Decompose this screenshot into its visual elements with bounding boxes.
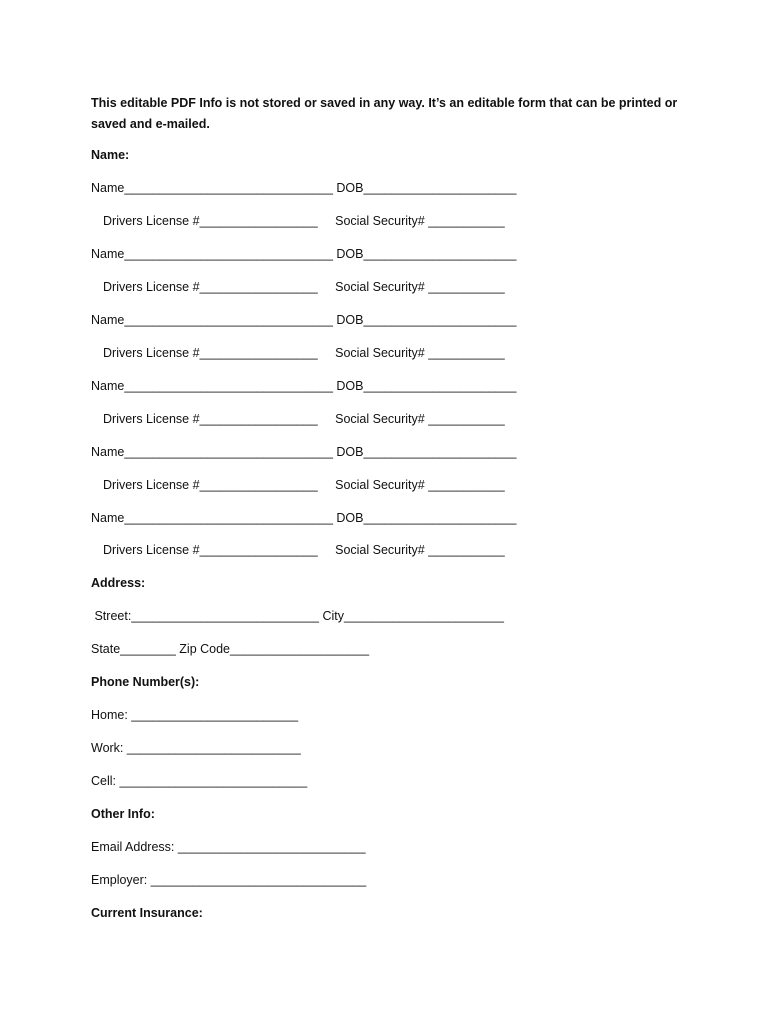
person-4-license-ssn-field[interactable]: Drivers License #_________________ Social Security# ___________ bbox=[103, 412, 505, 426]
state-zip-field[interactable]: State________ Zip Code____________________ bbox=[91, 642, 370, 656]
person-5-name-dob-field[interactable]: Name______________________________ DOB______________________ bbox=[91, 445, 517, 459]
address-section-heading: Address: bbox=[91, 576, 146, 590]
person-6-name-dob-field[interactable]: Name______________________________ DOB______________________ bbox=[91, 511, 517, 525]
person-1-name-dob-field[interactable]: Name______________________________ DOB______________________ bbox=[91, 181, 517, 195]
current-insurance-section-heading: Current Insurance: bbox=[91, 906, 203, 920]
person-3-license-ssn-field[interactable]: Drivers License #_________________ Social Security# ___________ bbox=[103, 346, 505, 360]
person-2-name-dob-field[interactable]: Name______________________________ DOB______________________ bbox=[91, 247, 517, 261]
cell-phone-field[interactable]: Cell: ___________________________ bbox=[91, 774, 308, 788]
other-info-section-heading: Other Info: bbox=[91, 807, 155, 821]
name-section-heading: Name: bbox=[91, 148, 130, 162]
intro-text: This editable PDF Info is not stored or saved in any way. It’s an editable form that can be printed or saved and e-mailed. bbox=[91, 96, 678, 131]
email-address-field[interactable]: Email Address: ___________________________ bbox=[91, 840, 366, 854]
home-phone-field[interactable]: Home: ________________________ bbox=[91, 708, 299, 722]
work-phone-field[interactable]: Work: _________________________ bbox=[91, 741, 301, 755]
person-3-name-dob-field[interactable]: Name______________________________ DOB______________________ bbox=[91, 313, 517, 327]
person-6-license-ssn-field[interactable]: Drivers License #_________________ Social Security# ___________ bbox=[103, 543, 505, 557]
person-2-license-ssn-field[interactable]: Drivers License #_________________ Social Security# ___________ bbox=[103, 280, 505, 294]
person-1-license-ssn-field[interactable]: Drivers License #_________________ Social Security# ___________ bbox=[103, 214, 505, 228]
phone-section-heading: Phone Number(s): bbox=[91, 675, 200, 689]
person-5-license-ssn-field[interactable]: Drivers License #_________________ Social Security# ___________ bbox=[103, 478, 505, 492]
person-4-name-dob-field[interactable]: Name______________________________ DOB______________________ bbox=[91, 379, 517, 393]
employer-field[interactable]: Employer: _______________________________ bbox=[91, 873, 367, 887]
street-city-field[interactable]: Street:___________________________ City_______________________ bbox=[91, 609, 504, 623]
